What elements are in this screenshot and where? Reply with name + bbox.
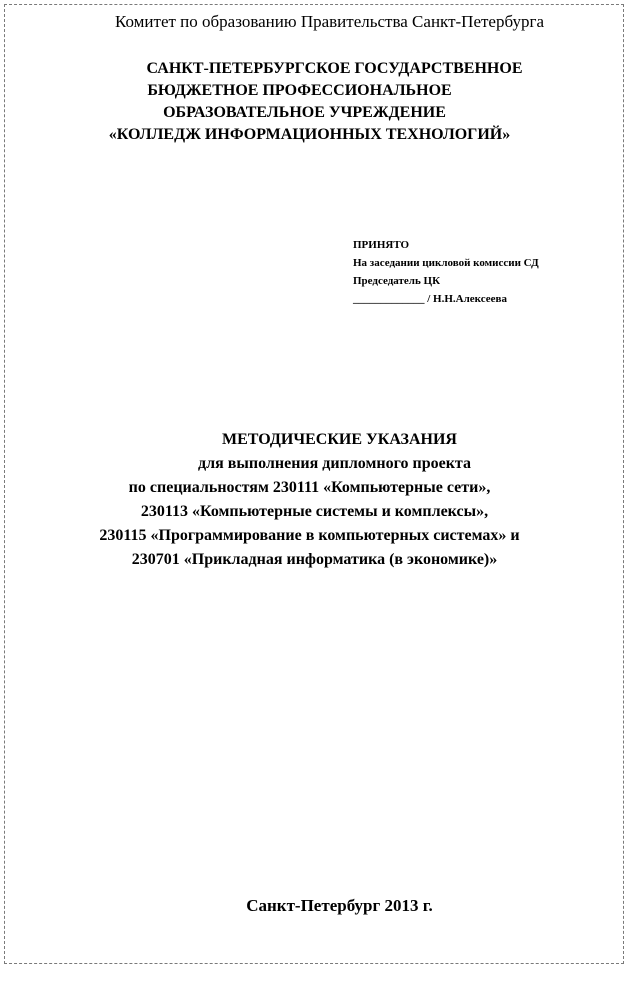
approval-block: [353, 236, 539, 308]
institution-line-3: ОБРАЗОВАТЕЛЬНОЕ УЧРЕЖДЕНИЕ: [163, 104, 446, 121]
institution-line-2: БЮДЖЕТНОЕ ПРОФЕССИОНАЛЬНОЕ: [147, 82, 452, 99]
specialty-line-2: 230113 «Компьютерные системы и комплексы»,: [140, 503, 489, 520]
institution-name: [0, 58, 629, 146]
institution-line-1: САНКТ-ПЕТЕРБУРГСКОЕ ГОСУДАРСТВЕННОЕ: [146, 60, 523, 77]
approval-status: ПРИНЯТО: [353, 239, 410, 251]
specialty-line-4: 230701 «Прикладная информатика (в экономике)»: [131, 551, 498, 568]
approval-meeting: На заседании цикловой комиссии СД: [353, 257, 539, 269]
city-year: Санкт-Петербург 2013 г.: [246, 896, 433, 915]
approval-chair: Председатель ЦК: [353, 275, 441, 287]
committee-header: Комитет по образованию Правительства Санкт-Петербурга: [115, 12, 544, 31]
institution-line-4: «КОЛЛЕДЖ ИНФОРМАЦИОННЫХ ТЕХНОЛОГИЙ»: [108, 126, 511, 143]
specialty-line-1: по специальностям 230111 «Компьютерные сети»,: [128, 479, 491, 496]
approval-signature: _____________ / Н.Н.Алексеева: [353, 293, 507, 305]
document-title: МЕТОДИЧЕСКИЕ УКАЗАНИЯ: [222, 431, 457, 448]
document-title-block: [0, 428, 629, 572]
specialty-line-3: 230115 «Программирование в компьютерных системах» и: [99, 527, 520, 544]
document-subtitle: для выполнения дипломного проекта: [198, 455, 471, 472]
